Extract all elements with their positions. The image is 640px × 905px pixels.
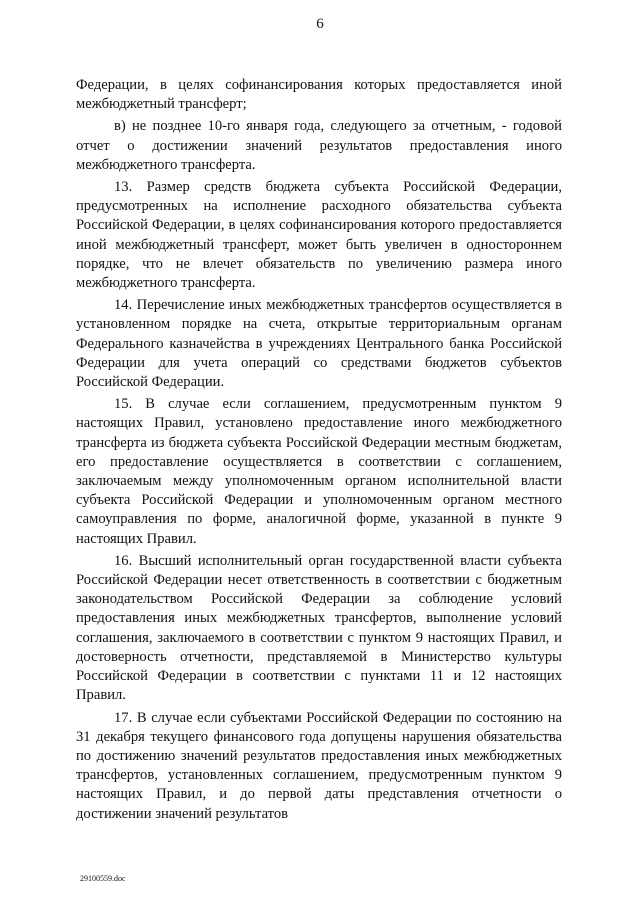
paragraph-16: 16. Высший исполнительный орган государственной власти субъекта Российской Федерации несет ответственность в соответствии с бюджетным законодательством Российской Федерации за соблюдение условий предоставления иных межбюджетных трансфертов, выполнение условий соглашения, заключаемого в соответствии с пунктом 9 настоящих Правил, и достоверность отчетности, представляемой в Министерство культуры Российской Федерации в соответствии с пунктами 11 и 12 настоящих Правил. [76, 552, 562, 704]
paragraph-13: 13. Размер средств бюджета субъекта Российской Федерации, предусмотренных на исполнение расходного обязательства субъекта Российской Федерации, в целях софинансирования которого предоставляется иной межбюджетный трансферт, может быть увеличен в одностороннем порядке, что не влечет обязательств по увеличению размера иного межбюджетного трансферта. [76, 179, 562, 292]
document-body [76, 76, 562, 827]
paragraph-15: 15. В случае если соглашением, предусмотренным пунктом 9 настоящих Правил, установлено предоставление иного межбюджетного трансферта из бюджета субъекта Российской Федерации местным бюджетам, его предоставление осуществляется в соответствии с соглашением, заключаемым между уполномоченным органом исполнительной власти субъекта Российской Федерации и уполномоченным органом местного самоуправления по форме, аналогичной форме, указанной в пункте 9 настоящих Правил. [76, 396, 562, 547]
paragraph-continuation: Федерации, в целях софинансирования которых предоставляется иной межбюджетный трансферт; [76, 77, 562, 113]
page-number: 6 [316, 16, 324, 32]
paragraph-17: 17. В случае если субъектами Российской Федерации по состоянию на 31 декабря текущего финансового года допущены нарушения обязательства по достижению значений результатов предоставления иных межбюджетных трансфертов, установленных соглашением, предусмотренным пунктом 9 настоящих Правил, и до первой даты представления отчетности о достижении значений результатов [76, 709, 562, 822]
footer-filename: 29100559.doc [80, 874, 126, 883]
paragraph-14: 14. Перечисление иных межбюджетных трансфертов осуществляется в установленном порядке на счета, открытые территориальным органам Федерального казначейства в учреждениях Центрального банка Российской Федерации для учета операций со средствами бюджетов субъектов Российской Федерации. [76, 297, 562, 391]
paragraph-subitem-v: в) не позднее 10-го января года, следующего за отчетным, - годовой отчет о достижении значений результатов предоставления иного межбюджетного трансферта. [76, 118, 562, 173]
